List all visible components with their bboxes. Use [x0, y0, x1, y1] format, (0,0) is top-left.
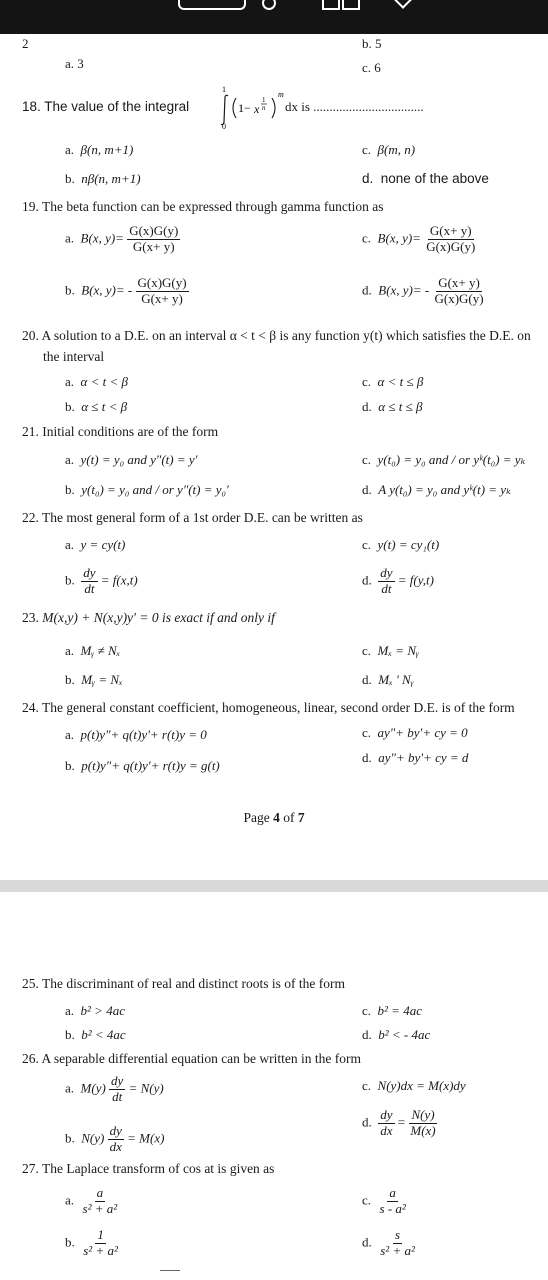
q25-option-c: c. b² = 4ac	[362, 1003, 422, 1018]
window-icon[interactable]	[322, 0, 340, 10]
q24-option-d: d. ay"+ by'+ cy = d	[362, 750, 469, 765]
question-20-line2: the interval	[43, 349, 105, 364]
q18-option-d: d. none of the above	[362, 171, 489, 186]
q18-option-c: c. β(m, n)	[362, 142, 416, 157]
q24-option-c: c. ay"+ by'+ cy = 0	[362, 725, 468, 740]
q20-option-c: c. α < t ≤ β	[362, 374, 424, 389]
question-24: 24. The general constant coefficient, homogeneous, linear, second order D.E. is of the form	[22, 700, 515, 715]
q27-option-a: a. $\frac{a}{\text{s² + a²}}$	[65, 1185, 118, 1216]
q21-option-b: b. y(t₀) = y₀ and / or y″(t) = y₀′	[65, 482, 229, 497]
svg-text:1−: 1−	[238, 101, 251, 115]
q26-option-d: d. $\frac{dy}{dx}$ = $\frac{N(y)}{M(x)}$	[362, 1107, 436, 1138]
question-18: 18. The value of the integral	[22, 99, 190, 114]
question-26: 26. A separable differential equation can be written in the form	[22, 1051, 362, 1066]
prev-question-number: 2	[22, 36, 29, 51]
toolbar-icons	[170, 0, 460, 20]
q26-option-b: b. N(y) $\frac{dy}{dx}$ = M(x)	[65, 1123, 165, 1154]
q21-option-d: d. A y(t₀) = y₀ and yᵏ(t) = yₖ	[362, 482, 511, 497]
q23-option-b: b. Mᵧ = Nₓ	[65, 672, 123, 687]
q24-option-a: a. p(t)y"+ q(t)y'+ r(t)y = 0	[65, 727, 207, 742]
cut-off-mark	[160, 1270, 180, 1271]
q26-option-a: a. M(y) $\frac{dy}{dt}$ = N(y)	[65, 1073, 164, 1104]
page-separator	[0, 880, 548, 892]
question-19: 19. The beta function can be expressed through gamma function as	[22, 199, 384, 214]
q20-option-a: a. α < t < β	[65, 374, 128, 389]
question-22: 22. The most general form of a 1st order D.E. can be written as	[22, 510, 363, 525]
tab-icon[interactable]	[178, 0, 246, 10]
question-25: 25. The discriminant of real and distinct roots is of the form	[22, 976, 345, 991]
q25-option-a: a. b² > 4ac	[65, 1003, 125, 1018]
page-footer: Page 4 of 7	[243, 810, 305, 825]
q26-option-c: c. N(y)dx = M(x)dy	[362, 1078, 466, 1093]
q20-option-d: d. α ≤ t ≤ β	[362, 399, 423, 414]
q23-option-a: a. Mᵧ ≠ Nₓ	[65, 643, 121, 658]
q24-option-b: b. p(t)y"+ q(t)y'+ r(t)y = g(t)	[65, 758, 220, 773]
q22-option-a: a. y = cy(t)	[65, 537, 126, 552]
q27-option-b: b. $\frac{1}{\text{s² + a²}}$	[65, 1227, 118, 1258]
svg-text:n: n	[262, 104, 266, 112]
option-b-label: b. 5	[362, 36, 382, 51]
question-21: 21. Initial conditions are of the form	[22, 424, 219, 439]
q25-option-d: d. b² < - 4ac	[362, 1027, 431, 1042]
q19-option-a: a. B(x, y)= $\frac{G(x)G(y)}{G(x+ y)}$	[65, 223, 179, 254]
svg-text:0: 0	[222, 122, 226, 130]
q27-option-d: d. $\frac{s}{\text{s² + a²}}$	[362, 1227, 415, 1258]
q27-option-c: c. $\frac{a}{\text{s - a²}}$	[362, 1185, 406, 1216]
q19-option-c: c. B(x, y)= $\frac{G(x+ y)}{G(x)G(y)}$	[362, 223, 476, 254]
svg-text:1: 1	[222, 86, 226, 94]
svg-text:1: 1	[262, 96, 266, 104]
q18-option-a: a. β(n, m+1)	[65, 142, 134, 157]
q19-option-d: d. B(x, y)= - $\frac{G(x+ y)}{G(x)G(y)}$	[362, 275, 484, 306]
q21-option-c: c. y(t₀) = y₀ and / or yᵏ(t₀) = yₖ	[362, 452, 526, 467]
question-20: 20. A solution to a D.E. on an interval α < t < β is any function y(t) which satisfies the D.E. on	[22, 328, 531, 343]
q22-option-c: c. y(t) = cy₁(t)	[362, 537, 440, 552]
option-c: c. 6	[362, 60, 381, 75]
q23-option-c: c. Mₓ = Nᵧ	[362, 643, 419, 658]
top-toolbar	[0, 0, 548, 34]
q21-option-a: a. y(t) = y₀ and y″(t) = y′	[65, 452, 198, 467]
q25-option-b: b. b² < 4ac	[65, 1027, 126, 1042]
svg-text:m: m	[278, 90, 284, 99]
question-23: 23. M(x,y) + N(x,y)y′ = 0 is exact if and only if	[22, 610, 275, 625]
svg-text:x: x	[254, 102, 260, 116]
q22-option-d: d. $\frac{dy}{dt}$ = f(y,t)	[362, 565, 434, 596]
question-27: 27. The Laplace transform of cos at is given as	[22, 1161, 275, 1176]
q23-option-d: d. Mₓ ' Nᵧ	[362, 672, 414, 687]
q18-option-b: b. nβ(n, m+1)	[65, 171, 141, 186]
chevron-down-icon[interactable]	[393, 0, 413, 9]
q20-option-b: b. α ≤ t < β	[65, 399, 128, 414]
question-18-tail: dx is ..................................	[285, 99, 424, 114]
window-icon-2[interactable]	[342, 0, 360, 10]
q22-option-b: b. $\frac{dy}{dt}$ = f(x,t)	[65, 565, 138, 596]
q19-option-b: b. B(x, y)= - $\frac{G(x)G(y)}{G(x+ y)}$	[65, 275, 187, 306]
circle-icon[interactable]	[262, 0, 276, 10]
option-a: a. 3	[65, 56, 84, 71]
